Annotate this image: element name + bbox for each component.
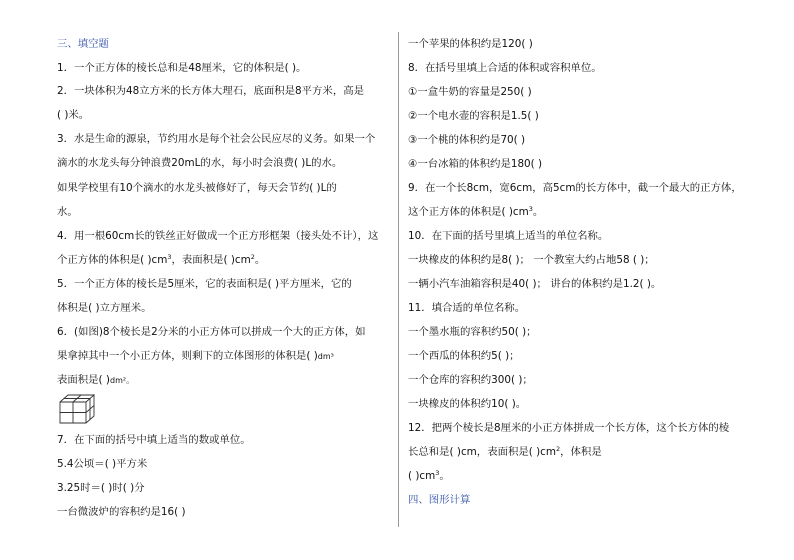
question-3-line-4: 水。 xyxy=(57,206,78,218)
question-2-line-1: 2．一块体积为48立方米的长方体大理石，底面积是8平方米，高是 xyxy=(57,85,364,97)
question-3-line-1: 3．水是生命的源泉，节约用水是每个社会公民应尽的义务。如果一个 xyxy=(57,133,376,145)
question-6-line-2: 果拿掉其中一个小正方体，则剩下的立体图形的体积是( )dm³ xyxy=(57,350,334,362)
question-12-line-3: ( )$cm^3$。 xyxy=(408,469,450,482)
question-11-item-3: 一个仓库的容积约300( )； xyxy=(408,374,533,386)
question-1: 1．一个正方体的棱长总和是48厘米，它的体积是( )。 xyxy=(57,62,307,74)
question-2-line-2: ( )米。 xyxy=(57,109,90,121)
question-8-item-2: ②一个电水壶的容积是1.5( ) xyxy=(408,110,539,122)
question-6-line-3: 表面积是( )dm²。 xyxy=(57,374,135,386)
question-4-line-2: 个正方体的体积是( )$cm^3$，表面积是( )$cm^2$。 xyxy=(57,253,266,266)
section-heading-geometry: 四、图形计算 xyxy=(408,494,471,506)
question-8-item-3: ③一个桃的体积约是70( ) xyxy=(408,134,526,146)
question-9-line-2: 这个正方体的体积是( )$cm^3$。 xyxy=(408,205,544,218)
question-11: 11．填合适的单位名称。 xyxy=(408,302,526,314)
question-11-item-1: 一个墨水瓶的容积约50( )； xyxy=(408,326,537,338)
section-heading-fill-in: 三、填空题 xyxy=(57,38,109,50)
question-10-line-1: 一块橡皮的体积约是8( )； 一个教室大约占地58 ( )； xyxy=(408,254,655,266)
question-12-line-1: 12．把两个棱长是8厘米的小正方体拼成一个长方体，这个长方体的棱 xyxy=(408,422,730,434)
question-7-item-2: 3.25时＝( )时( )分 xyxy=(57,482,145,494)
question-6-line-1: 6．(如图)8个棱长是2分米的小正方体可以拼成一个大的正方体，如 xyxy=(57,326,366,338)
question-10-line-2: 一辆小汽车油箱容积是40( )； 讲台的体积约是1.2( )。 xyxy=(408,278,662,290)
question-7-item-1: 5.4公顷＝( )平方米 xyxy=(57,458,148,470)
question-11-item-4: 一块橡皮的体积约10( )。 xyxy=(408,398,527,410)
question-3-line-2: 滴水的水龙头每分钟浪费20mL的水，每小时会浪费( )L的水。 xyxy=(57,157,343,169)
question-11-item-2: 一个西瓜的体积约5( )； xyxy=(408,350,520,362)
question-7: 7．在下面的括号中填上适当的数或单位。 xyxy=(57,434,251,446)
question-3-line-3: 如果学校里有10个滴水的水龙头被修好了，每天会节约( )L的 xyxy=(57,182,337,194)
question-5-line-1: 5．一个正方体的棱长是5厘米，它的表面积是( )平方厘米，它的 xyxy=(57,278,352,290)
question-10: 10．在下面的括号里填上适当的单位名称。 xyxy=(408,230,609,242)
column-divider xyxy=(398,32,399,527)
question-7-item-4: 一个苹果的体积约是120( ) xyxy=(408,38,533,50)
question-5-line-2: 体积是( )立方厘米。 xyxy=(57,302,152,314)
question-8: 8．在括号里填上合适的体积或容积单位。 xyxy=(408,62,602,74)
question-12-line-2: 长总和是( )cm，表面积是( )$cm^2$，体积是 xyxy=(408,445,602,458)
question-7-item-3: 一台微波炉的容积约是16( ) xyxy=(57,506,186,518)
question-8-item-4: ④一台冰箱的体积约是180( ) xyxy=(408,158,543,170)
question-9-line-1: 9．在一个长8cm，宽6cm，高5cm的长方体中，截一个最大的正方体， xyxy=(408,182,742,194)
question-8-item-1: ①一盒牛奶的容量是250( ) xyxy=(408,86,532,98)
cube-figure xyxy=(59,394,95,424)
question-4-line-1: 4．用一根60cm长的铁丝正好做成一个正方形框架（接头处不计），这 xyxy=(57,230,379,242)
